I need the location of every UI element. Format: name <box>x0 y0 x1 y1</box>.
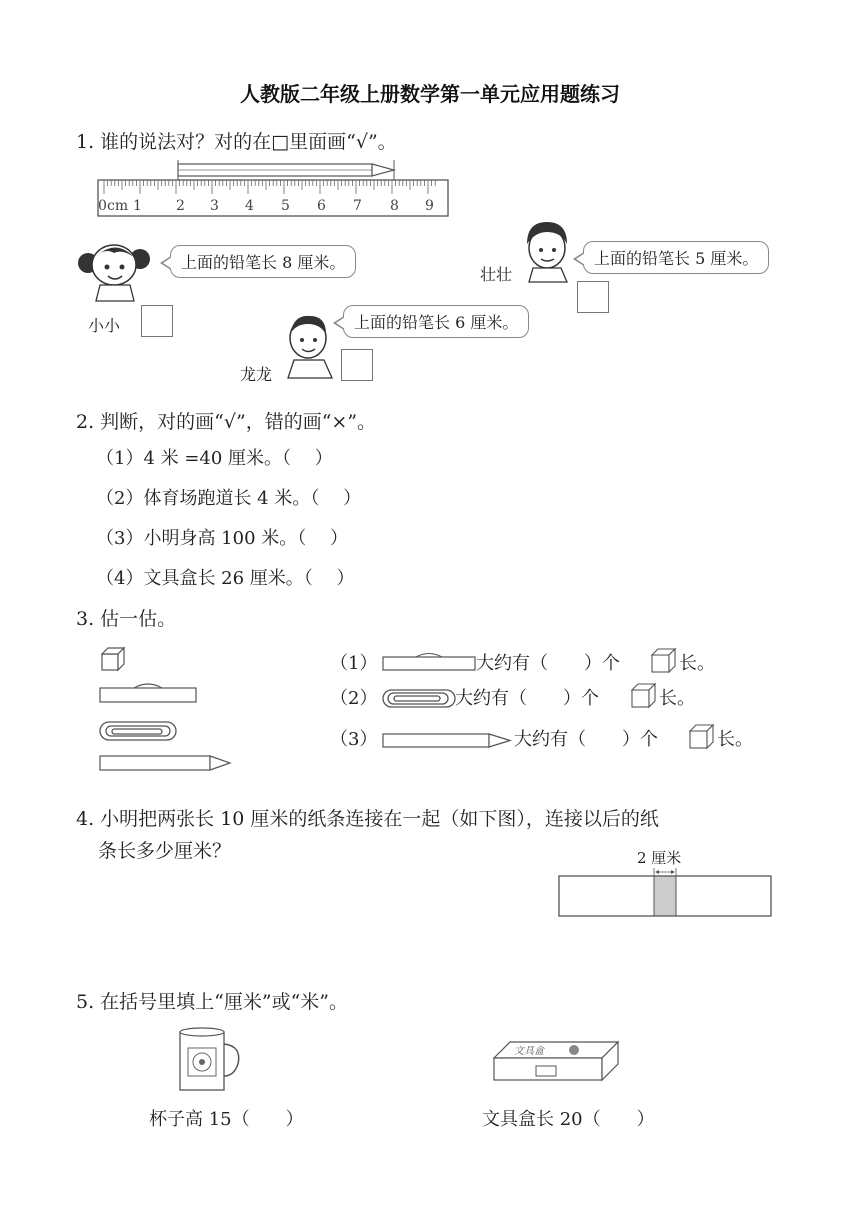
ruler-label-6: 6 <box>317 198 326 214</box>
q2-item-2: （2）体育场跑道长 4 米。（ ） <box>96 488 362 509</box>
ruler-label-cm: cm <box>107 198 129 214</box>
question-1-text: 1. 谁的说法对？对的在□里面画“√”。 <box>76 131 397 153</box>
pencil-small-icon <box>100 756 230 770</box>
paper-clip-icon <box>100 722 176 740</box>
ruler-label-4: 4 <box>245 198 254 214</box>
q3-item-3-number: （3） <box>330 729 378 750</box>
eraser-strip-icon <box>382 656 478 672</box>
box-lid-text: 文具盒 <box>514 1046 544 1057</box>
q3-item-2-end: 长。 <box>659 688 695 709</box>
q3-item-3-text: 大约有（ ）个 <box>514 729 658 750</box>
longlong-checkbox[interactable] <box>341 349 373 381</box>
xiaoxiao-name: 小小 <box>88 316 121 335</box>
boy-longlong-icon <box>280 310 340 380</box>
zhuangzhuang-speech-bubble: 上面的铅笔长 5 厘米。 <box>583 241 769 274</box>
boy-zhuangzhuang-icon <box>517 216 577 282</box>
xiaoxiao-speech-bubble: 上面的铅笔长 8 厘米。 <box>170 245 356 278</box>
cube-icon <box>631 683 657 709</box>
longlong-name: 龙龙 <box>240 365 273 384</box>
joined-paper-strips-diagram <box>558 866 774 920</box>
longlong-speech-bubble: 上面的铅笔长 6 厘米。 <box>343 305 529 338</box>
xiaoxiao-checkbox[interactable] <box>141 305 173 337</box>
box-label: 文具盒长 20（ ） <box>482 1109 655 1130</box>
cube-icon <box>651 648 677 674</box>
question-5-text: 5. 在括号里填上“厘米”或“米”。 <box>76 991 349 1013</box>
zhuangzhuang-checkbox[interactable] <box>577 281 609 313</box>
ruler-label-2: 2 <box>176 198 185 214</box>
pencil-icon <box>178 160 394 180</box>
cube-icon <box>689 724 715 750</box>
ruler-label-8: 8 <box>390 198 399 214</box>
zhuangzhuang-name: 壮壮 <box>480 265 513 284</box>
q3-reference-objects <box>98 646 238 776</box>
q2-item-3: （3）小明身高 100 米。（ ） <box>96 528 348 549</box>
question-4-line-1: 4. 小明把两张长 10 厘米的纸条连接在一起（如下图），连接以后的纸 <box>76 808 659 830</box>
ruler-label-9: 9 <box>425 198 434 214</box>
q3-item-1-end: 长。 <box>679 653 715 674</box>
ruler-label-1: 1 <box>133 198 142 214</box>
ruler-label-5: 5 <box>281 198 290 214</box>
q2-item-1: （1）4 米 =40 厘米。（ ） <box>96 448 333 469</box>
q3-item-2-number: （2） <box>330 688 378 709</box>
page-title: 人教版二年级上册数学第一单元应用题练习 <box>240 82 620 106</box>
question-4-line-2: 条长多少厘米？ <box>98 840 232 862</box>
pencil-ruler-figure <box>98 160 450 220</box>
question-2-text: 2. 判断，对的画“√”，错的画“×”。 <box>76 411 377 433</box>
question-3-text: 3. 估一估。 <box>76 608 177 630</box>
girl-xiaoxiao-icon <box>74 235 154 301</box>
eraser-strip-icon <box>100 684 196 702</box>
pencil-box-icon <box>490 1040 622 1084</box>
ruler-label-0: 0 <box>98 198 107 214</box>
q3-item-2-text: 大约有（ ）个 <box>455 688 599 709</box>
small-cube-icon <box>102 648 124 670</box>
ruler-label-7: 7 <box>353 198 362 214</box>
q2-item-4: （4）文具盒长 26 厘米。（ ） <box>96 568 355 589</box>
cup-icon <box>174 1026 246 1094</box>
q3-item-1-text: 大约有（ ）个 <box>476 653 620 674</box>
q3-item-3-end: 长。 <box>717 729 753 750</box>
paper-clip-icon <box>382 688 458 710</box>
pencil-icon <box>382 733 514 749</box>
q3-item-1-number: （1） <box>330 653 378 674</box>
cup-label: 杯子高 15（ ） <box>149 1109 304 1130</box>
overlap-label: 2 厘米 <box>637 849 682 867</box>
ruler-label-3: 3 <box>210 198 219 214</box>
